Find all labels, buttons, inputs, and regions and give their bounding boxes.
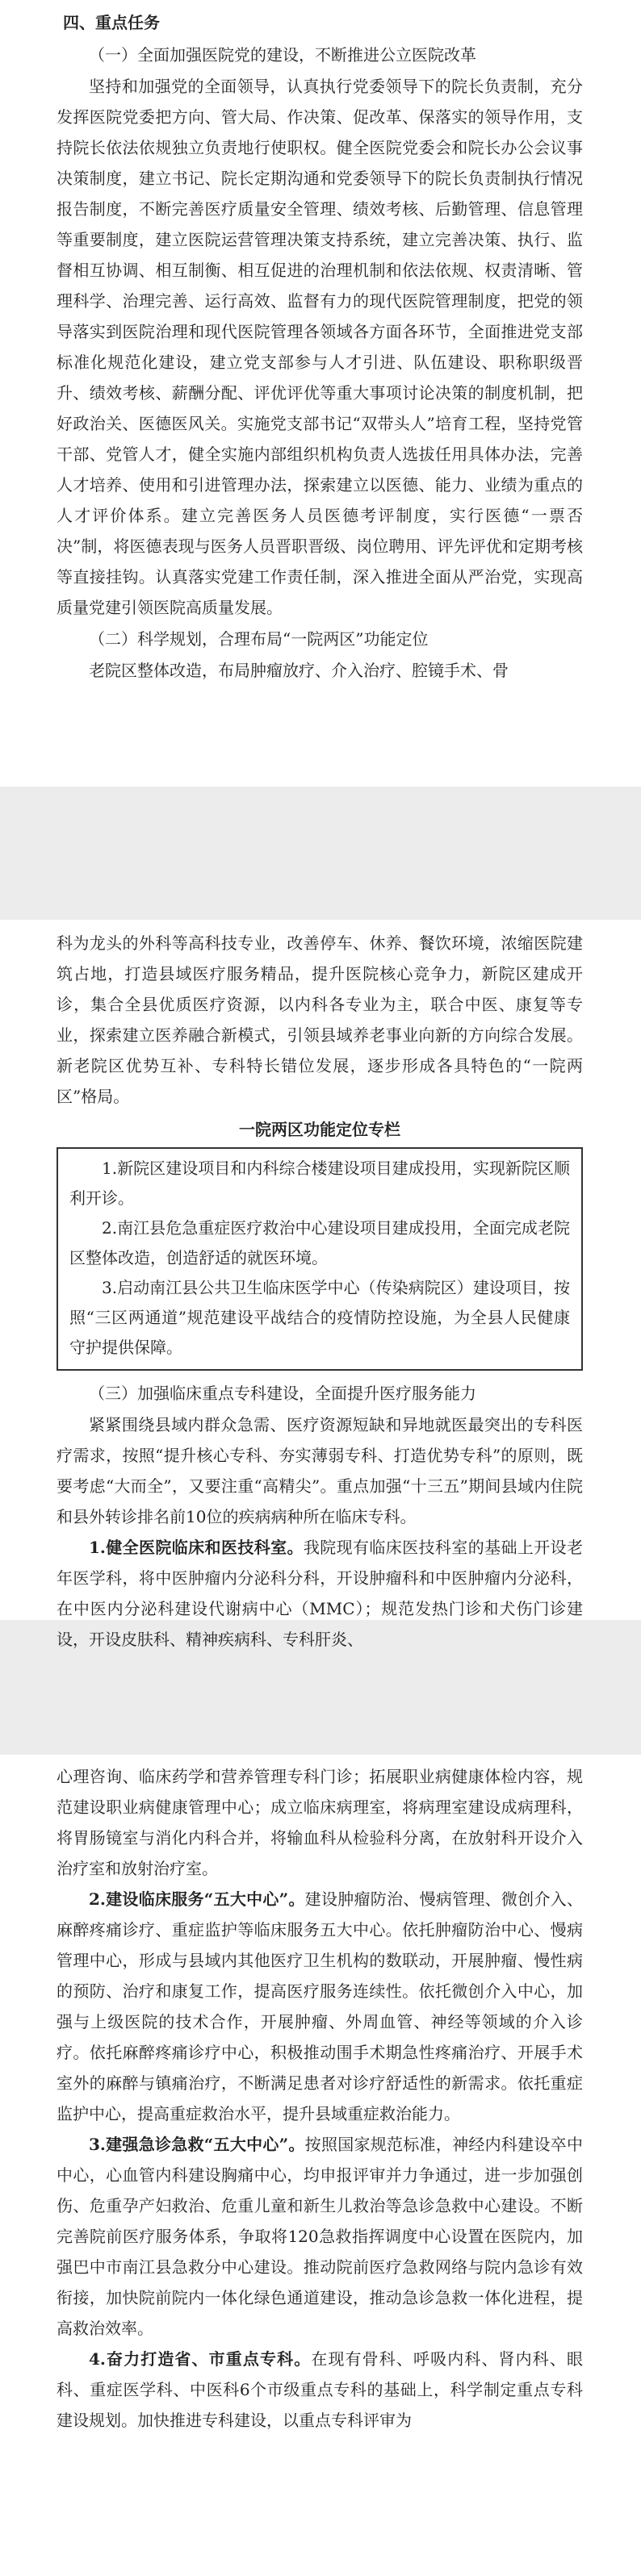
paragraph-item-1 bbox=[57, 1532, 583, 1655]
item-4-body: 在现有骨科、呼吸内科、肾内科、眼科、重症医学科、中医科6个市级重点专科的基础上，科学制定重点专科建设规划。加快推进专科建设，以重点专科评审为 bbox=[57, 2349, 583, 2430]
paragraph-item-1-continued: 心理咨询、临床药学和营养管理专科门诊；拓展职业病健康体检内容，规范建设职业病健康管理中心；成立临床病理室，将病理室建设成病理科，将胃肠镜室与消化内科合并，将输血科从检验科分离，在放射科开设介入治疗室和放射治疗室。 bbox=[57, 1767, 583, 1878]
paragraph-item-3 bbox=[57, 2129, 583, 2344]
paragraph-item-2 bbox=[57, 1884, 583, 2129]
column-box-title: 一院两区功能定位专栏 bbox=[239, 1120, 400, 1139]
paragraph-specialty: 紧紧围绕县域内群众急需、医疗资源短缺和异地就医最突出的专科医疗需求，按照“提升核心专科、夯实薄弱专科、打造优势专科”的原则，既要考虑“大而全”，又要注重“高精尖”。重点加强“十三五”期间县域内住院和县外转诊排名前10位的疾病病种所在临床专科。 bbox=[57, 1415, 583, 1526]
paragraph-layout-start: 老院区整体改造，布局肿瘤放疗、介入治疗、腔镜手术、骨 bbox=[89, 661, 509, 680]
box-item-3: 3.启动南江县公共卫生临床医学中心（传染病院区）建设项目，按照“三区两通道”规范建设平战结合的疫情防控设施，为全县人民健康守护提供保障。 bbox=[69, 1278, 570, 1357]
item-1-body: 我院现有临床医技科室的基础上开设老年医学科，将中医肿瘤内分泌科分科，开设肿瘤科和中医肿瘤内分泌科，在中医内分泌科建设代谢病中心（MMC）；规范发热门诊和犬伤门诊建设，开设皮肤科、精神疾病科、专科肝炎、 bbox=[57, 1538, 583, 1649]
subsection-heading-3: （三）加强临床重点专科建设，全面提升医疗服务能力 bbox=[89, 1384, 476, 1403]
page-3 bbox=[0, 1755, 641, 2576]
subsection-heading-1: （一）全面加强医院党的建设，不断推进公立医院改革 bbox=[89, 45, 476, 65]
column-box bbox=[57, 1147, 583, 1371]
item-2-lead: 2.建设临床服务“五大中心”。 bbox=[89, 1889, 305, 1909]
item-3-body: 按照国家规范标准，神经内科建设卒中中心，心血管内科建设胸痛中心，均申报评审并力争通过，进一步加强创伤、危重孕产妇救治、危重儿童和新生儿救治等急诊急救中心建设。不断完善院前医疗服务体系，争取将120急救指挥调度中心设置在医院内，加强巴中市南江县急救分中心建设。推动院前医疗急救网络与院内急诊有效衔接，加快院前院内一体化绿色通道建设，推动急诊急救一体化进程，提高救治效率。 bbox=[57, 2135, 583, 2338]
box-item-2: 2.南江县危急重症医疗救治中心建设项目建成投用，全面完成老院区整体改造，创造舒适的就医环境。 bbox=[69, 1218, 570, 1267]
box-item-1: 1.新院区建设项目和内科综合楼建设项目建成投用，实现新院区顺利开诊。 bbox=[69, 1159, 570, 1208]
page-2 bbox=[0, 920, 641, 1649]
item-3-lead: 3.建强急诊急救“五大中心”。 bbox=[89, 2135, 305, 2154]
page-1 bbox=[0, 0, 641, 787]
subsection-heading-2: （二）科学规划，合理布局“一院两区”功能定位 bbox=[89, 629, 429, 649]
item-1-lead: 1.健全医院临床和医技科室。 bbox=[89, 1538, 304, 1557]
item-4-lead: 4.奋力打造省、市重点专科。 bbox=[89, 2349, 312, 2369]
paragraph-layout-continued: 科为龙头的外科等高科技专业，改善停车、休养、餐饮环境，浓缩医院建筑占地，打造县域医疗服务精品，提升医院核心竞争力，新院区建成开诊，集合全县优质医疗资源，以内科各专业为主，联合中医、康复等专业，探索建立医养融合新模式，引领县域养老事业向新的方向综合发展。新老院区优势互补、专科特长错位发展，逐步形成各具特色的“一院两区”格局。 bbox=[57, 933, 583, 1106]
section-heading: 四、重点任务 bbox=[63, 13, 160, 32]
item-2-body: 建设肿瘤防治、慢病管理、微创介入、麻醉疼痛诊疗、重症监护等临床服务五大中心。依托肿瘤防治中心、慢病管理中心，形成与县域内其他医疗卫生机构的数联动，开展肿瘤、慢性病的预防、治疗和康复工作，提高医疗服务连续性。依托微创介入中心，加强与上级医院的技术合作，开展肿瘤、外周血管、神经等领域的介入诊疗。依托麻醉疼痛诊疗中心，积极推动围手术期急性疼痛治疗、开展手术室外的麻醉与镇痛治疗，不断满足患者对诊疗舒适性的新需求。依托重症监护中心，提高重症救治水平，提升县域重症救治能力。 bbox=[57, 1889, 583, 2123]
paragraph-item-4 bbox=[57, 2344, 583, 2436]
paragraph-party-building: 坚持和加强党的全面领导，认真执行党委领导下的院长负责制，充分发挥医院党委把方向、管大局、作决策、促改革、保落实的领导作用，支持院长依法依规独立负责地行使职权。健全医院党委会和院长办公会议事决策制度，建立书记、院长定期沟通和党委领导下的院长负责制执行情况报告制度，不断完善医疗质量安全管理、绩效考核、后勤管理、信息管理等重要制度，建立医院运营管理决策支持系统，建立完善决策、执行、监督相互协调、相互制衡、相互促进的治理机制和依法依规、权责清晰、管理科学、治理完善、运行高效、监督有力的现代医院管理制度，把党的领导落实到医院治理和现代医院管理各领域各方面各环节，全面推进党支部标准化规范化建设，建立党支部参与人才引进、队伍建设、职称职级晋升、绩效考核、薪酬分配、评优评优等重大事项讨论决策的制度机制，把好政治关、医德医风关。实施党支部书记“双带头人”培育工程，坚持党管干部、党管人才，健全实施内部组织机构负责人选拔任用具体办法，完善人才培养、使用和引进管理办法，探索建立以医德、能力、业绩为重点的人才评价体系。建立完善医务人员医德考评制度，实行医德“一票否决”制，将医德表现与医务人员晋职晋级、岗位聘用、评先评优和定期考核等直接挂钩。认真落实党建工作责任制，深入推进全面从严治党，实现高质量党建引领医院高质量发展。 bbox=[57, 77, 583, 617]
